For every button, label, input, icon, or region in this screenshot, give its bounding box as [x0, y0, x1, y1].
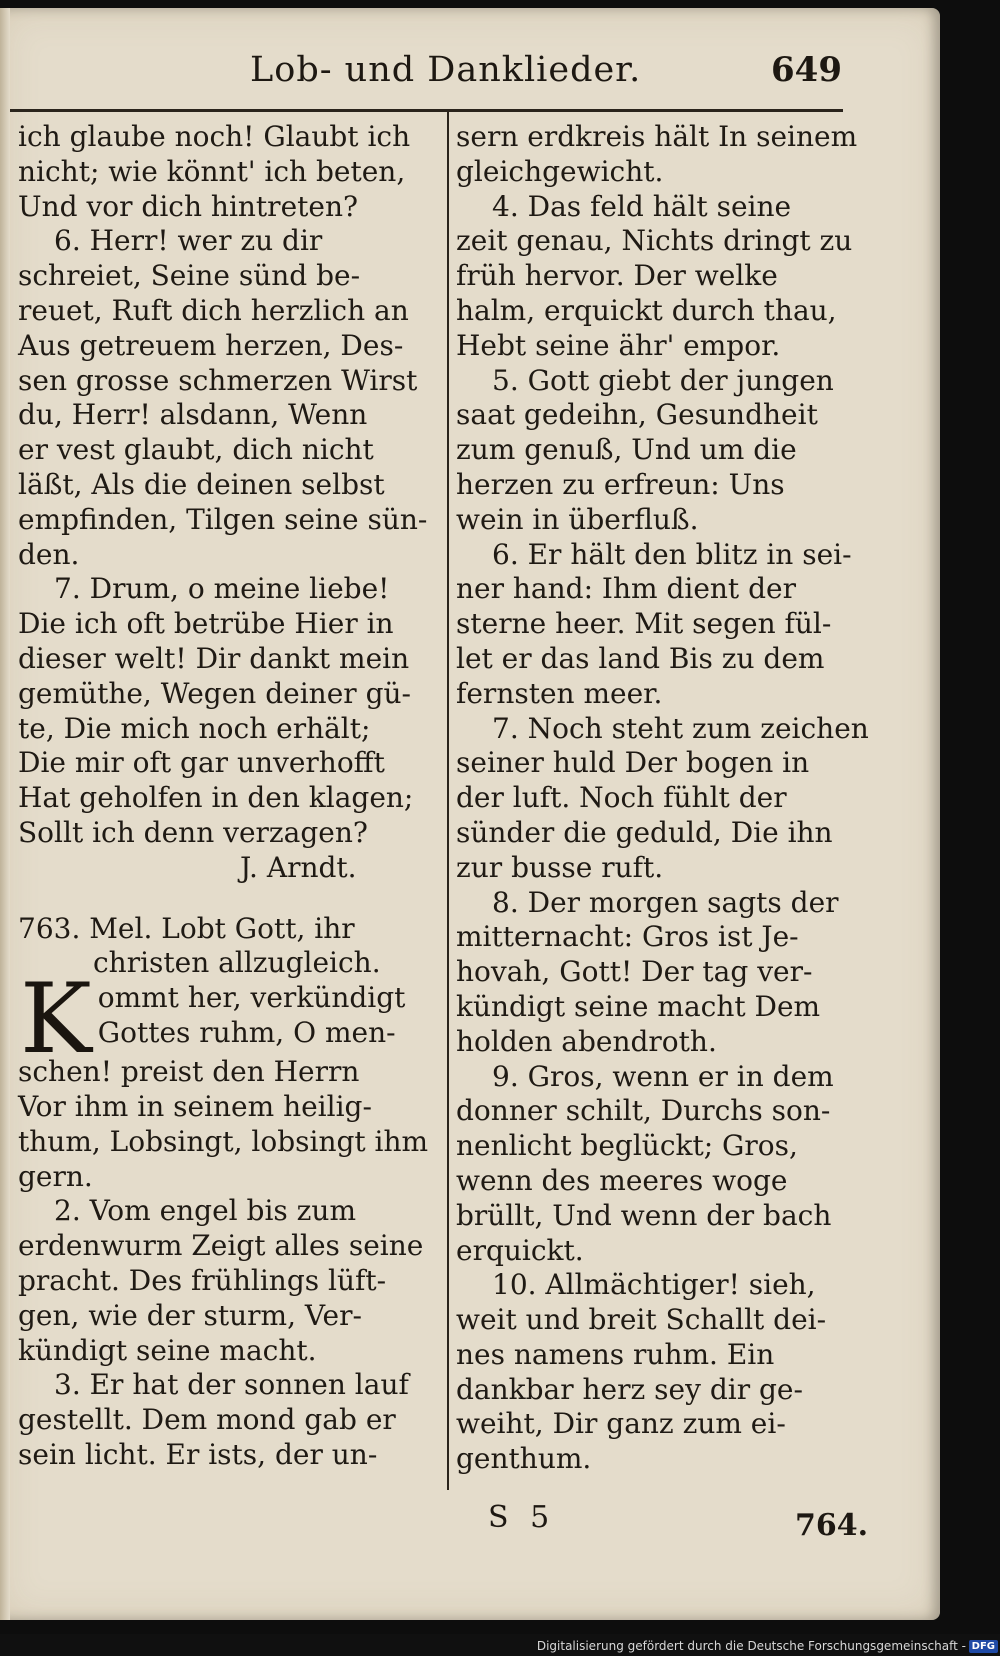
text-line: ich glaube noch! Glaubt ich — [18, 120, 411, 153]
text-line: halm, erquickt durch thau, — [456, 293, 837, 327]
text-line: sen grosse schmerzen Wirst — [18, 363, 418, 397]
text-line: früh hervor. Der welke — [456, 259, 778, 293]
text-line: schen! preist den Herrn — [18, 1055, 360, 1089]
text-line: gen, wie der sturm, Ver- — [18, 1298, 362, 1332]
text-line: brüllt, Und wenn der bach — [456, 1198, 832, 1232]
text-line: gemüthe, Wegen deiner gü- — [18, 676, 411, 710]
text-line: dieser welt! Dir dankt mein — [18, 641, 410, 675]
column-divider — [447, 112, 449, 1490]
text-line: zur busse ruft. — [456, 850, 664, 884]
text-line: kündigt seine macht. — [18, 1333, 317, 1367]
text-line: Hat geholfen in den klagen; — [18, 781, 414, 815]
text-line: herzen zu erfreun: Uns — [456, 467, 785, 501]
text-line: nenlicht beglückt; Gros, — [456, 1129, 798, 1163]
text-line: der luft. Noch fühlt der — [456, 781, 787, 815]
text-line: gestellt. Dem mond gab er — [18, 1403, 396, 1437]
hymn-title-melody: christen allzugleich. — [93, 946, 381, 980]
dfg-logo: DFG — [969, 1640, 998, 1653]
text-line: läßt, Als die deinen selbst — [18, 467, 385, 501]
funding-note: Digitalisierung gefördert durch die Deutsche Forschungsgemeinschaft - — [536, 1639, 966, 1653]
text-line: sein licht. Er ists, der un- — [18, 1437, 378, 1471]
text-line: empfinden, Tilgen seine sün- — [18, 502, 428, 536]
text-line: kündigt seine macht Dem — [456, 989, 821, 1023]
text-line: weiht, Dir ganz zum ei- — [456, 1407, 786, 1441]
text-line: 4. Das feld hält seine — [492, 189, 792, 223]
text-line: let er das land Bis zu dem — [456, 641, 825, 675]
text-line: 7. Noch steht zum zeichen — [492, 711, 869, 745]
signature-mark: S 5 — [488, 1500, 556, 1535]
text-line: gern. — [18, 1159, 93, 1193]
text-line: erquickt. — [456, 1233, 584, 1267]
viewer-footer-bar — [0, 1634, 1000, 1656]
text-line: holden abendroth. — [456, 1024, 717, 1058]
text-line: du, Herr! alsdann, Wenn — [18, 398, 368, 432]
text-line: 5. Gott giebt der jungen — [492, 363, 834, 397]
text-line: saat gedeihn, Gesundheit — [456, 398, 818, 432]
text-line: 9. Gros, wenn er in dem — [492, 1059, 834, 1093]
text-line: nes namens ruhm. Ein — [456, 1337, 775, 1371]
hymn-opening — [18, 981, 438, 1055]
text-line: fernsten meer. — [456, 676, 663, 710]
text-line: Und vor dich hintreten? — [18, 189, 359, 223]
text-line: 7. Drum, o meine liebe! — [54, 572, 390, 606]
text-line: sern erdkreis hält In seinem — [456, 120, 858, 153]
text-line: Die mir oft gar unverhofft — [18, 746, 385, 780]
hymn-title: 763. Mel. Lobt Gott, ihr — [18, 911, 355, 945]
catchword: 764. — [795, 1508, 869, 1543]
text-line: nicht; wie könnt' ich beten, — [18, 154, 406, 188]
right-column — [456, 120, 869, 1477]
hymn-author: J. Arndt. — [240, 850, 357, 884]
text-line: hovah, Gott! Der tag ver- — [456, 955, 813, 989]
text-line: Die ich oft betrübe Hier in — [18, 607, 394, 641]
text-line: erdenwurm Zeigt alles seine — [18, 1229, 424, 1263]
text-line: ner hand: Ihm dient der — [456, 572, 796, 606]
left-column — [18, 120, 438, 1473]
text-line: ommt her, verkündigt — [97, 981, 406, 1015]
text-line: zeit genau, Nichts dringt zu — [456, 224, 853, 258]
text-line: gleichgewicht. — [456, 154, 664, 188]
text-line: den. — [18, 537, 80, 571]
text-line: mitternacht: Gros ist Je- — [456, 920, 799, 954]
text-line: Sollt ich denn verzagen? — [18, 815, 368, 849]
text-line: Gottes ruhm, O men- — [97, 1015, 396, 1049]
text-line: Aus getreuem herzen, Des- — [18, 328, 404, 362]
text-line: er vest glaubt, dich nicht — [18, 433, 374, 467]
text-line: Hebt seine ähr' empor. — [456, 328, 781, 362]
text-line: 6. Herr! wer zu dir — [54, 224, 323, 258]
drop-capital: K — [20, 981, 92, 1056]
running-head: Lob- und Danklieder. — [250, 50, 642, 90]
text-line: reuet, Ruft dich herzlich an — [18, 293, 409, 327]
text-line: pracht. Des frühlings lüft- — [18, 1263, 387, 1297]
text-line: genthum. — [456, 1442, 592, 1476]
text-line: schreiet, Seine sünd be- — [18, 259, 361, 293]
page-spine-shadow — [0, 8, 10, 1620]
text-line: sünder die geduld, Die ihn — [456, 815, 833, 849]
text-line: 2. Vom engel bis zum — [54, 1194, 357, 1228]
text-line: donner schilt, Durchs son- — [456, 1094, 831, 1128]
page-number: 649 — [771, 50, 842, 90]
text-line: dankbar herz sey dir ge- — [456, 1372, 803, 1406]
header-rule — [10, 109, 843, 112]
text-line: 10. Allmächtiger! sieh, — [492, 1268, 816, 1302]
text-line: zum genuß, Und um die — [456, 433, 797, 467]
text-line: Vor ihm in seinem heilig- — [18, 1089, 372, 1123]
text-line: 3. Er hat der sonnen lauf — [54, 1368, 409, 1402]
text-line: thum, Lobsingt, lobsingt ihm — [18, 1124, 429, 1158]
text-line: seiner huld Der bogen in — [456, 746, 810, 780]
text-line: 6. Er hält den blitz in sei- — [492, 537, 852, 571]
text-line: wenn des meeres woge — [456, 1163, 788, 1197]
book-page — [0, 8, 940, 1620]
text-line: sterne heer. Mit segen fül- — [456, 607, 832, 641]
text-line: te, Die mich noch erhält; — [18, 711, 371, 745]
text-line: wein in überfluß. — [456, 502, 699, 536]
text-line: weit und breit Schallt dei- — [456, 1303, 827, 1337]
text-line: 8. Der morgen sagts der — [492, 885, 839, 919]
